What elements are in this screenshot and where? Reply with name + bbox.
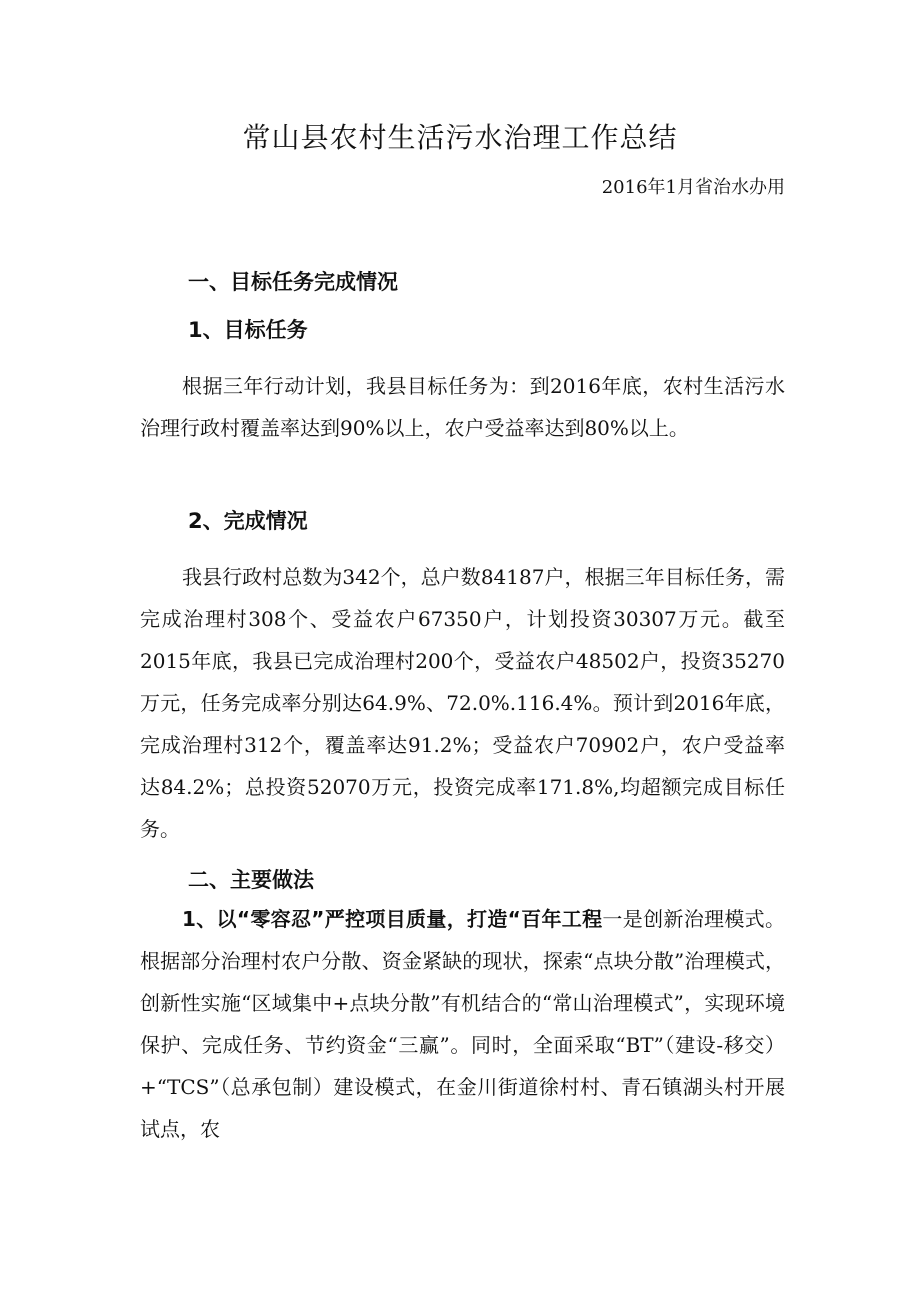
paragraph-body-text: 一是创新治理模式。根据部分治理村农户分散、资金紧缺的现状，探索“点块分散”治理模式，创新性实施“区域集中+点块分散”有机结合的“常山治理模式”，实现环境保护、完成任务、节约资金“三赢”。同时，全面采取“BT”（建设-移交）+“TCS”（总承包制）建设模式，在金川街道徐村村、青石镇湖头村开展试点，农 [140, 907, 785, 1141]
section-heading-1: 一、目标任务完成情况 [188, 270, 398, 294]
paragraph-main-practices [140, 898, 785, 1150]
paragraph-target-tasks: 根据三年行动计划，我县目标任务为：到2016年底，农村生活污水治理行政村覆盖率达到90%以上，农户受益率达到80%以上。 [140, 374, 785, 440]
document-dateline: 2016年1月省治水办用 [601, 177, 785, 198]
document-title: 常山县农村生活污水治理工作总结 [242, 121, 678, 154]
paragraph-lead-text: 1、以“零容忍”严控项目质量，打造“百年工程 [182, 907, 603, 931]
paragraph-completion-status: 我县行政村总数为342个，总户数84187户，根据三年目标任务，需完成治理村308个、受益农户67350户，计划投资30307万元。截至2015年底，我县已完成治理村200个，受益农户48502户，投资35270万元，任务完成率分别达64.9%、72.0%.116.4%。预计到2016年底，完成治理村312个，覆盖率达91.2%；受益农户70902户，农户受益率达84.2%；总投资52070万元，投资完成率171.8%,均超额完成目标任务。 [140, 565, 785, 841]
section-heading-2: 二、主要做法 [188, 868, 314, 892]
subsection-heading-2: 2、完成情况 [188, 509, 308, 533]
subsection-heading-1: 1、目标任务 [188, 318, 308, 342]
